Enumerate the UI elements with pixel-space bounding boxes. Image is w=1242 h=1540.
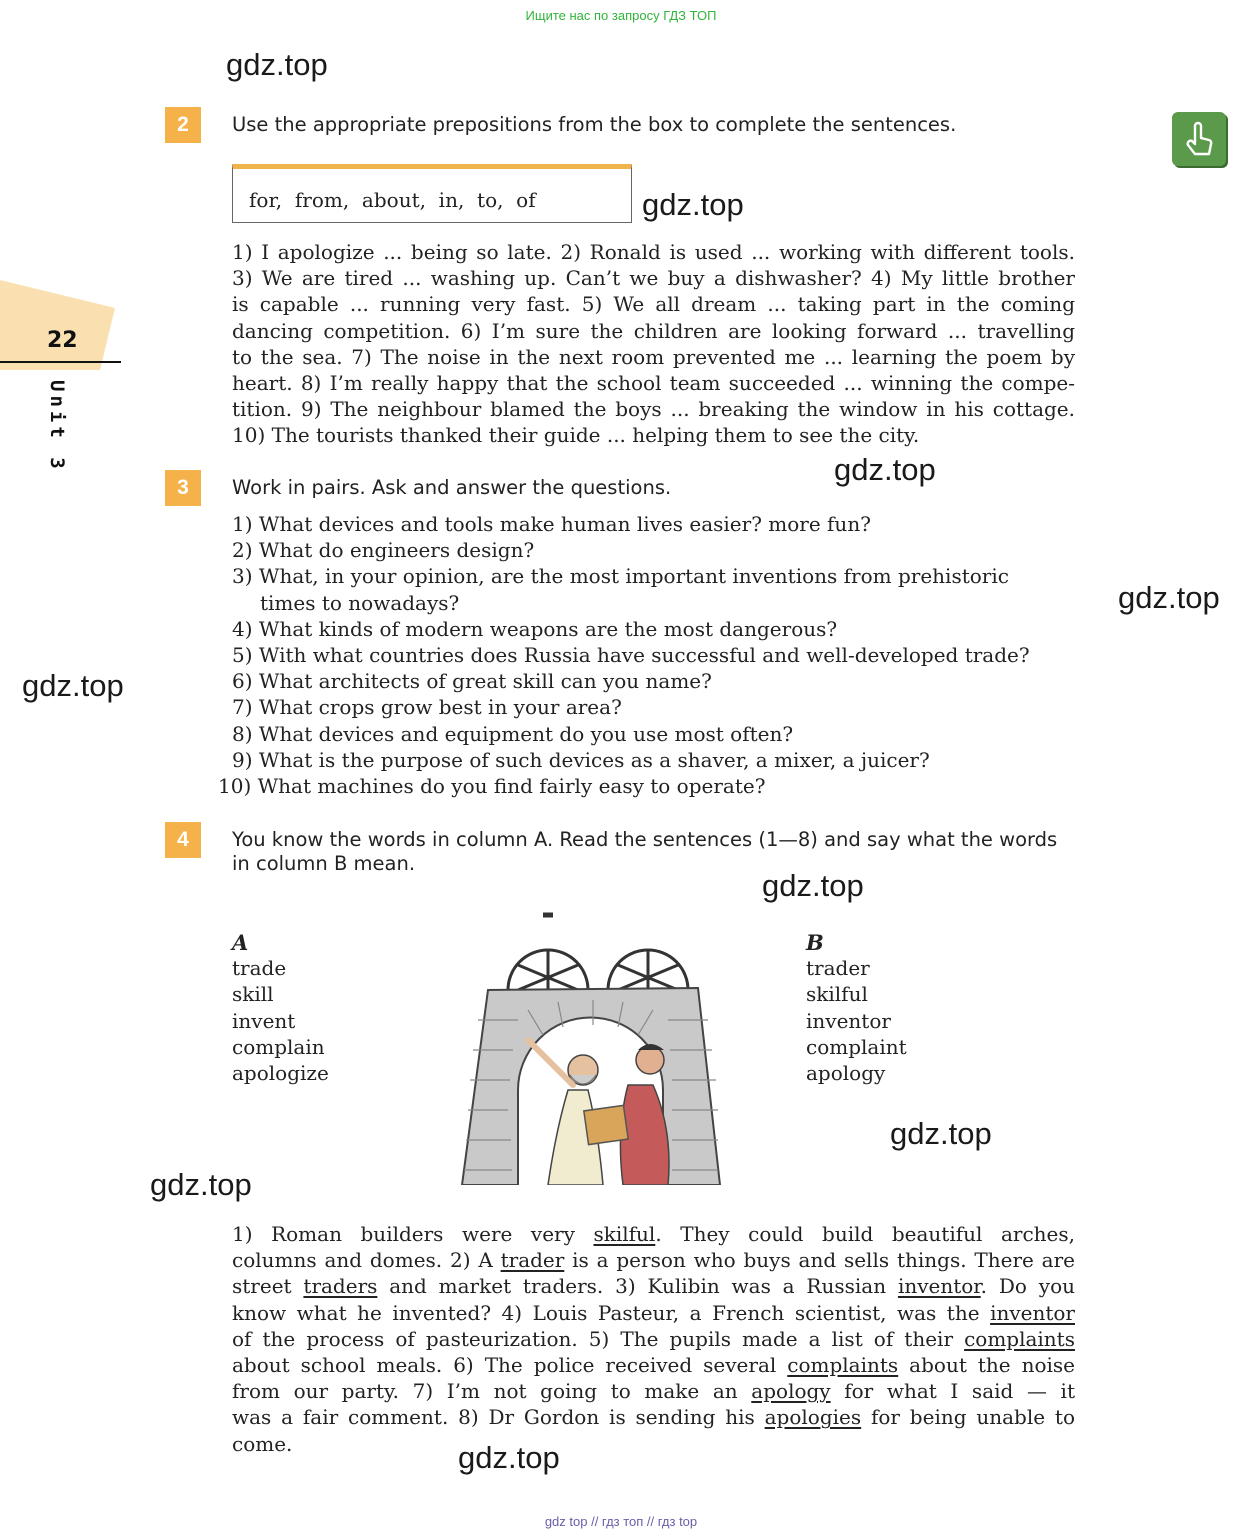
text-line: [232, 1378, 1075, 1404]
question: 4) What kinds of modern weapons are the most dangerous?: [232, 616, 838, 641]
tap-button[interactable]: [1172, 112, 1226, 166]
exercise-3-instruction: Work in pairs. Ask and answer the questions.: [232, 476, 672, 499]
text-part: from our party. 7) I’m not going to make an: [232, 1379, 752, 1404]
exercise-4-number: 4: [165, 822, 201, 858]
prepositions-box-text: for, from, about, in, to, of: [249, 188, 536, 212]
underlined-word: complaints: [964, 1326, 1075, 1351]
text-line: [232, 1273, 1075, 1299]
prepositions-box: [232, 164, 632, 223]
page-corner-tab: [0, 280, 125, 370]
column-b-word: trader: [806, 956, 870, 980]
text-line: [232, 1352, 1075, 1378]
text-part: about school meals. 6) The police received several: [232, 1353, 788, 1378]
text-part: is a person who buys and sells things. There are: [564, 1248, 1075, 1273]
column-a: [232, 930, 329, 1086]
column-b: [806, 930, 907, 1086]
text-line: [232, 1431, 1075, 1457]
text-line: [232, 1326, 1075, 1352]
watermark: gdz.top: [834, 452, 936, 487]
watermark: gdz.top: [22, 668, 124, 703]
top-search-note: Ищите нас по запросу ГДЗ ТОП: [525, 8, 717, 23]
page-number: 22: [47, 328, 78, 353]
text-part: of the process of pasteurization. 5) The pupils made a list of their: [232, 1326, 965, 1351]
exercise-2-number: 2: [165, 107, 201, 143]
watermark: gdz.top: [1118, 580, 1220, 615]
text-part: 1) Roman builders were very: [232, 1222, 594, 1246]
text-line: 10) The tourists thanked their guide ... helping them to see the city.: [232, 423, 920, 448]
text-line: is capable ... running very fast. 5) We all dream ... taking part in the coming: [232, 292, 1075, 317]
question: 7) What crops grow best in your area?: [232, 695, 622, 720]
text-line: [232, 1247, 1075, 1273]
text-line: 1) I apologize ... being so late. 2) Ronald is used ... working with different tools.: [232, 240, 1075, 264]
text-part: and market traders. 3) Kulibin was a Russian: [377, 1274, 898, 1299]
column-a-word: complain: [232, 1034, 325, 1059]
question: 5) With what countries does Russia have successful and well-developed trade?: [232, 643, 1030, 668]
hand-pointer-icon: [1172, 112, 1226, 166]
text-part: for being unable to: [861, 1405, 1075, 1430]
watermark: gdz.top: [890, 1116, 992, 1151]
text-line: dancing competition. 6) I’m sure the children are looking forward ... travelling: [232, 318, 1075, 343]
roman-arch-illustration: [458, 910, 726, 1185]
underlined-word: skilful: [593, 1222, 656, 1246]
column-a-word: invent: [232, 1008, 296, 1033]
watermark: gdz.top: [458, 1440, 560, 1475]
exercise-2-text: [232, 239, 1075, 449]
column-a-head: A: [232, 930, 249, 955]
column-a-word: apologize: [232, 1061, 329, 1086]
text-part: for what I said — it: [830, 1379, 1075, 1404]
text-part: was a fair comment. 8) Dr Gordon is sending his: [232, 1405, 765, 1430]
exercise-4-text: [232, 1221, 1075, 1457]
exercise-4-instruction-line: You know the words in column A. Read the sentences (1—8) and say what the words: [232, 828, 1058, 851]
column-a-word: trade: [232, 956, 287, 980]
text-line: [232, 1404, 1075, 1430]
watermark: gdz.top: [150, 1167, 252, 1202]
underlined-word: apology: [751, 1379, 831, 1404]
text-line: [232, 1300, 1075, 1326]
text-part: about the noise: [898, 1353, 1075, 1378]
column-b-head: B: [806, 930, 824, 955]
question: 1) What devices and tools make human lives easier? more fun?: [232, 512, 871, 536]
underlined-word: complaints: [787, 1353, 899, 1378]
underlined-word: trader: [500, 1248, 565, 1273]
text-part: columns and domes. 2) A: [232, 1248, 501, 1273]
text-line: tition. 9) The neighbour blamed the boys ... breaking the window in his cottage.: [232, 397, 1075, 422]
underlined-word: apologies: [764, 1405, 862, 1430]
text-part: . Do you: [980, 1274, 1075, 1299]
question: 9) What is the purpose of such devices as a shaver, a mixer, a juicer?: [232, 747, 930, 772]
exercise-3-number: 3: [165, 470, 201, 506]
exercise-4-instruction-line: in column B mean.: [232, 852, 416, 875]
text-line: heart. 8) I’m really happy that the school team succeeded ... winning the compe-: [232, 371, 1075, 396]
text-line: to the sea. 7) The noise in the next room prevented me ... learning the poem by: [232, 344, 1075, 369]
question: times to nowadays?: [260, 590, 460, 615]
text-line: [232, 1221, 1075, 1247]
column-b-word: inventor: [806, 1008, 891, 1033]
column-a-word: skill: [232, 982, 274, 1007]
text-part: come.: [232, 1431, 293, 1456]
column-b-word: apology: [806, 1061, 886, 1086]
exercise-2-instruction: Use the appropriate prepositions from the box to complete the sentences.: [232, 113, 957, 136]
underlined-word: traders: [303, 1274, 378, 1299]
text-line: 3) We are tired ... washing up. Can’t we buy a dishwasher? 4) My little brother: [232, 266, 1075, 291]
text-part: . They could build beautiful arches,: [655, 1222, 1076, 1246]
question: 10) What machines do you find fairly easy to operate?: [218, 774, 766, 799]
question: 2) What do engineers design?: [232, 538, 535, 563]
watermark: gdz.top: [226, 47, 328, 82]
exercise-3-questions: [218, 511, 1076, 799]
watermark: gdz.top: [762, 868, 864, 903]
underlined-word: inventor: [897, 1274, 981, 1299]
underlined-word: inventor: [990, 1300, 1075, 1325]
column-b-word: complaint: [806, 1034, 907, 1059]
question: 8) What devices and equipment do you use most often?: [232, 721, 794, 746]
unit-label: Unit 3: [46, 380, 68, 473]
question: 6) What architects of great skill can you name?: [232, 669, 712, 694]
column-b-word: skilful: [806, 982, 868, 1007]
question: 3) What, in your opinion, are the most important inventions from prehistoric: [232, 564, 1009, 589]
footer-links: gdz top // гдз топ // гдз top: [544, 1514, 698, 1529]
watermark: gdz.top: [642, 187, 744, 222]
text-part: know what he invented? 4) Louis Pasteur, a French scientist, was the: [232, 1300, 991, 1325]
text-part: street: [232, 1274, 304, 1299]
